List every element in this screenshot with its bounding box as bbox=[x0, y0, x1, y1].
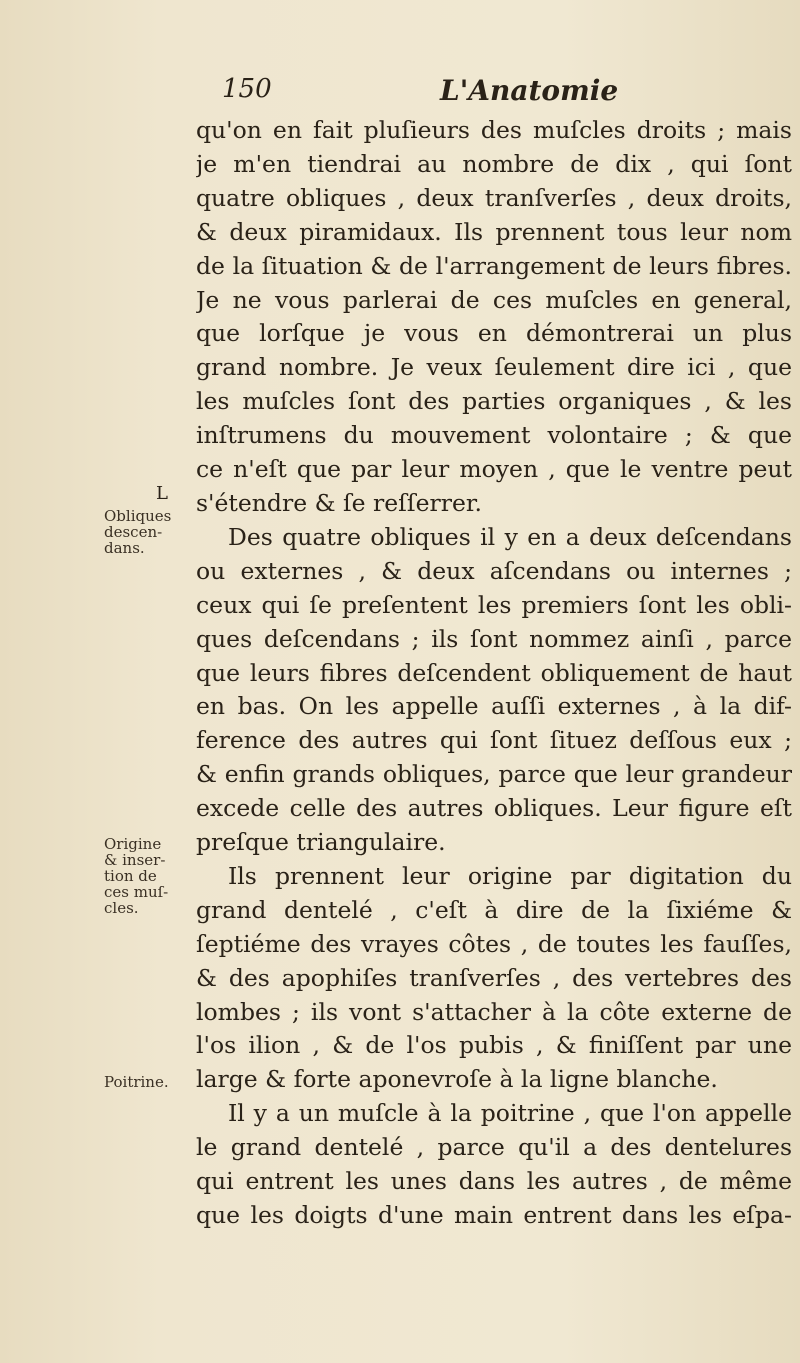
margin-note-line: Poitrine. bbox=[104, 1073, 169, 1091]
text-line: qu'on en fait pluſieurs des muſcles droits ; mais bbox=[196, 116, 792, 144]
margin-note-obliques bbox=[104, 508, 204, 556]
text-line: & des apophiſes tranſverſes , des vertebres des bbox=[196, 963, 792, 992]
page-header bbox=[222, 74, 782, 114]
text-line: ce n'eſt que par leur moyen , que le ventre peut bbox=[196, 455, 792, 484]
margin-note-line: cles. bbox=[104, 899, 139, 917]
running-title: L'Anatomie bbox=[440, 74, 619, 107]
margin-note-origine bbox=[104, 836, 204, 916]
text-line: que les doigts d'une main entrent dans les eſpa- bbox=[196, 1201, 792, 1229]
text-line: l'os ilion , & de l'os pubis , & finiſſent par une bbox=[196, 1031, 792, 1060]
text-line: preſque triangulaire. bbox=[196, 828, 446, 857]
text-line: Il y a un muſcle à la poitrine , que l'on appelle bbox=[228, 1099, 792, 1128]
text-line: Ils prennent leur origine par digitation du bbox=[228, 861, 792, 890]
margin-note-line: dans. bbox=[104, 539, 145, 557]
text-line: que leurs fibres deſcendent obliquement de haut bbox=[196, 658, 792, 687]
text-line: lombes ; ils vont s'attacher à la côte externe de bbox=[196, 997, 792, 1026]
text-line: ou externes , & deux aſcendans ou internes ; bbox=[196, 556, 792, 585]
text-line: en bas. On les appelle auſſi externes , à la dif- bbox=[196, 692, 792, 721]
margin-note-line: Obliques bbox=[104, 507, 172, 525]
body-text bbox=[196, 114, 792, 1233]
margin-note-line: Origine bbox=[104, 835, 162, 853]
text-line: large & forte aponevroſe à la ligne blanche. bbox=[196, 1065, 718, 1094]
text-line: ſeptiéme des vrayes côtes , de toutes les fauſſes, bbox=[196, 929, 792, 958]
margin-note-line: descen- bbox=[104, 523, 163, 541]
page-number: 150 bbox=[222, 74, 272, 104]
text-line: Des quatre obliques il y en a deux deſcendans bbox=[228, 522, 792, 551]
text-line: inſtrumens du mouvement volontaire ; & que bbox=[196, 421, 792, 450]
text-line: ceux qui ſe preſentent les premiers ſont les obli- bbox=[196, 590, 792, 619]
text-line: s'étendre & ſe reſſerrer. bbox=[196, 488, 482, 517]
text-line: & enfin grands obliques, parce que leur grandeur bbox=[196, 760, 792, 789]
text-line: ference des autres qui ſont ſituez deſſous eux ; bbox=[196, 726, 792, 755]
text-line: & deux piramidaux. Ils prennent tous leur nom bbox=[196, 217, 792, 246]
margin-note-poitrine bbox=[104, 1074, 204, 1090]
text-line: les muſcles ſont des parties organiques , & les bbox=[196, 387, 792, 416]
text-line: le grand dentelé , parce qu'il a des dentelures bbox=[196, 1133, 792, 1162]
text-line: excede celle des autres obliques. Leur figure eſt bbox=[196, 794, 792, 823]
margin-note-line: tion de bbox=[104, 867, 157, 885]
text-line: je m'en tiendrai au nombre de dix , qui ſont bbox=[196, 149, 792, 178]
text-line: grand dentelé , c'eſt à dire de la ſixiéme & bbox=[196, 895, 792, 924]
text-line: qui entrent les unes dans les autres , de même bbox=[196, 1167, 792, 1196]
text-line: Je ne vous parlerai de ces muſcles en general, bbox=[196, 285, 792, 314]
text-line: de la ſituation & de l'arrangement de leurs fibres. bbox=[196, 251, 792, 280]
text-line: que lorſque je vous en démontrerai un plus bbox=[196, 319, 792, 348]
margin-marker: L bbox=[156, 483, 168, 504]
text-line: quatre obliques , deux tranſverſes , deux droits, bbox=[196, 183, 792, 212]
text-line: ques deſcendans ; ils ſont nommez ainſi , parce bbox=[196, 624, 792, 653]
margin-note-line: & inser- bbox=[104, 851, 166, 869]
text-line: grand nombre. Je veux ſeulement dire ici , que bbox=[196, 353, 792, 382]
margin-note-line: ces muſ- bbox=[104, 883, 169, 901]
